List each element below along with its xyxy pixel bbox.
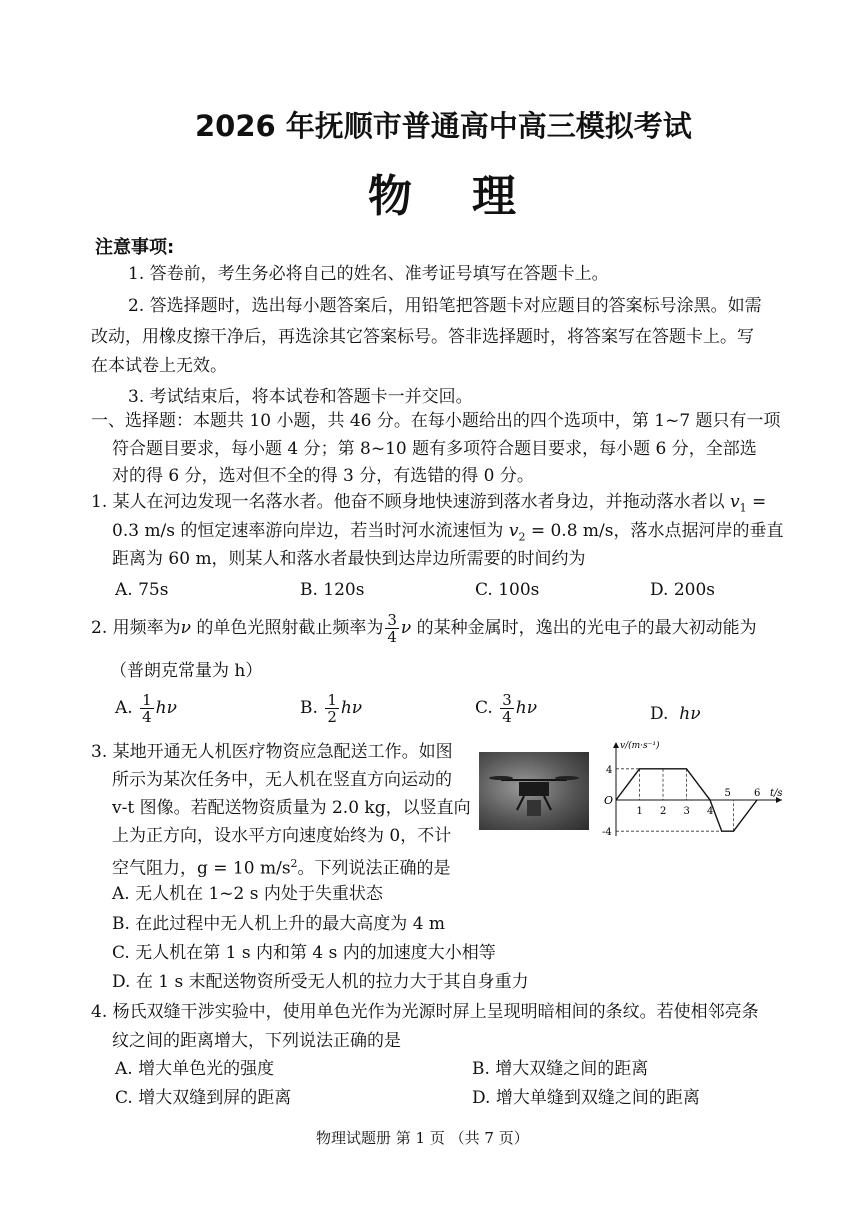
notice-heading: 注意事项:: [95, 237, 175, 258]
q4-option-a: A. 增大单色光的强度: [115, 1059, 275, 1079]
q2-option-c: C. $\frac{3}{4}$ hν: [475, 691, 538, 726]
fraction: $\frac{3}{4}$: [387, 611, 397, 646]
question-1-line: 1. 某人在河边发现一名落水者。他奋不顾身地快速游到落水者身边，并拖动落水者以 $v_1$ =: [91, 492, 767, 515]
y-axis-label: v/(m·s⁻¹): [620, 741, 660, 751]
q3-option-a: A. 无人机在 1~2 s 内处于失重状态: [112, 884, 383, 904]
q1-option-d: D. 200s: [650, 580, 716, 600]
vt-graph: [598, 738, 788, 838]
x-tick-label: 3: [683, 806, 690, 817]
q1-option-b: B. 120s: [300, 580, 365, 600]
section-instructions: 对的得 6 分，选对但不全的得 3 分，有选错的得 0 分。: [112, 466, 534, 486]
q1-option-c: C. 100s: [475, 580, 540, 600]
y-axis-arrow: [613, 742, 619, 748]
q3-option-d: D. 在 1 s 末配送物资所受无人机的拉力大于其自身重力: [112, 972, 529, 992]
question-1-line: 距离为 60 m，则某人和落水者最快到达岸边所需要的时间约为: [112, 549, 586, 569]
question-2-line: （普朗克常量为 h）: [110, 661, 263, 681]
exam-title: 2026 年抚顺市普通高中高三模拟考试: [195, 109, 692, 143]
x-tick-label: 5: [724, 788, 731, 799]
notice-item: 1. 答卷前，考生务必将自己的姓名、准考证号填写在答题卡上。: [128, 264, 609, 284]
q4-option-b: B. 增大双缝之间的距离: [472, 1059, 649, 1079]
q2-option-b: B. $\frac{1}{2}$ hν: [300, 691, 363, 726]
x-tick-label: 6: [754, 788, 761, 799]
q4-option-d: D. 增大单缝到双缝之间的距离: [472, 1088, 700, 1108]
question-3-line: 空气阻力，g = 10 $m/s^2$。下列说法正确的是: [112, 857, 451, 879]
page-footer: 物理试题册 第 1 页 （共 7 页）: [316, 1129, 529, 1147]
origin-label: O: [604, 794, 614, 807]
q1-option-a: A. 75s: [115, 580, 169, 600]
q2-option-a: A. $\frac{1}{4}$ hν: [115, 691, 177, 726]
notice-item: 3. 考试结束后，将本试卷和答题卡一并交回。: [128, 387, 473, 407]
q2-option-d: D. hν: [650, 704, 701, 724]
question-4-line: 纹之间的距离增大，下列说法正确的是: [112, 1031, 401, 1051]
question-3-line: 上为正方向，设水平方向速度始终为 0，不计: [112, 826, 452, 846]
x-tick-label: 4: [707, 806, 714, 817]
notice-item: 2. 答选择题时，选出每小题答案后，用铅笔把答题卡对应题目的答案标号涂黑。如需: [128, 296, 762, 316]
x-tick-label: 1: [636, 806, 643, 817]
drone-icon: [479, 752, 589, 830]
q4-option-c: C. 增大双缝到屏的距离: [115, 1088, 292, 1108]
q3-option-c: C. 无人机在第 1 s 内和第 4 s 内的加速度大小相等: [112, 943, 496, 963]
subject-title: 物 理: [368, 171, 524, 222]
notice-item: 改动，用橡皮擦干净后，再选涂其它答案标号。答非选择题时，将答案写在答题卡上。写: [91, 327, 754, 347]
section-instructions: 符合题目要求，每小题 4 分；第 8~10 题有多项符合题目要求，每小题 6 分，全部选: [112, 439, 757, 459]
question-2-line: 2. 用频率为ν 的单色光照射截止频率为 $\frac{3}{4}$ ν 的某种金属时，逸出的光电子的最大初动能为: [91, 611, 757, 646]
x-axis-label: t/s: [770, 788, 783, 799]
y-tick-label: -4: [602, 827, 612, 838]
section-instructions: 一、选择题：本题共 10 小题，共 46 分。在每小题给出的四个选项中，第 1~7 题只有一项: [91, 411, 781, 431]
x-tick-label: 2: [660, 806, 667, 817]
question-3-line: 3. 某地开通无人机医疗物资应急配送工作。如图: [91, 742, 453, 762]
question-3-line: 所示为某次任务中，无人机在竖直方向运动的: [112, 770, 452, 790]
q3-option-b: B. 在此过程中无人机上升的最大高度为 4 m: [112, 914, 446, 934]
question-3-line: v-t 图像。若配送物资质量为 2.0 kg，以竖直向: [112, 798, 471, 818]
y-tick-label: 4: [606, 764, 613, 776]
drone-photo: [479, 752, 589, 830]
question-1-line: 0.3 m/s 的恒定速率游向岸边，若当时河水流速恒为 $v_2 = 0.8$ m/s，落水点据河岸的垂直: [112, 521, 784, 544]
notice-item: 在本试卷上无效。: [91, 356, 227, 376]
question-4-line: 4. 杨氏双缝干涉实验中，使用单色光作为光源时屏上呈现明暗相间的条纹。若使相邻亮条: [91, 1002, 759, 1022]
